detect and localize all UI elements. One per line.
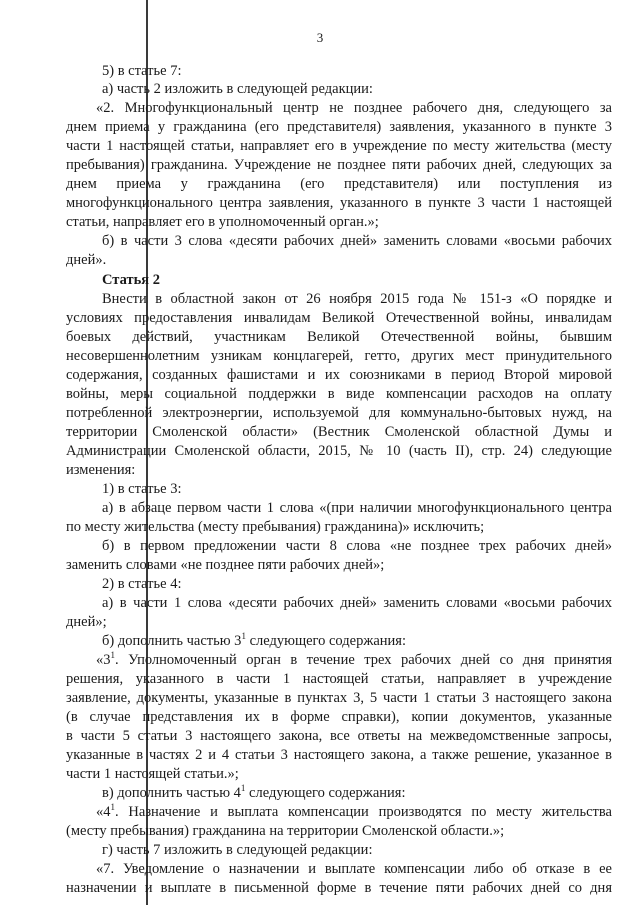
text-line: Внести в областной закон от 26 ноября 2015 года № 151-з «О порядке и (102, 291, 612, 307)
text-line: б) в части 3 слова «десяти рабочих дней» заменить словами «восьми рабочих (102, 233, 612, 249)
text-line: г) часть 7 изложить в следующей редакции: (102, 842, 373, 858)
text-line: назначении и выплате в письменной форме в течение пяти рабочих дней со дня (66, 880, 612, 896)
text-line: 2) в статье 4: (102, 576, 182, 592)
page-number: 3 (316, 30, 324, 45)
text-line: дней». (66, 252, 107, 268)
text-line: в части 5 статьи 3 настоящего закона, все ответы на межведомственные запросы, (66, 728, 612, 744)
text-line: «$4^1$. Назначение и выплата компенсации производятся по месту жительства (96, 802, 612, 820)
text-line: а) в части 1 слова «десяти рабочих дней» заменить словами «восьми рабочих (102, 595, 612, 611)
text-line: по месту жительства (месту пребывания) гражданина)» исключить; (66, 519, 485, 535)
text-line: потребленной электроэнергии, используемой для коммунально-бытовых нужд, на (66, 405, 612, 421)
text-line: пребывания) гражданина. Учреждение не позднее пяти рабочих дней, следующих за (66, 157, 612, 173)
text-line: в) дополнить частью $4^1$ следующего содержания: (102, 783, 406, 801)
text-line: (в случае представления их в форме справки), копии документов, указанные (66, 709, 612, 725)
text-line: изменения: (66, 462, 136, 478)
text-line: части 1 настоящей статьи.»; (66, 766, 239, 782)
text-line: 1) в статье 3: (102, 481, 182, 497)
text-line: статьи, направляет его в уполномоченный орган.»; (66, 214, 379, 230)
text-line: указанные в частях 2 и 4 статьи 3 настоящего закона, а также решение, указанное в (66, 747, 612, 763)
text-line: днем приема у гражданина (его представителя) или поступления из (66, 176, 612, 192)
text-line: «$3^1$. Уполномоченный орган в течение трех рабочих дней со дня принятия (96, 650, 612, 668)
text-line: б) в первом предложении части 8 слова «не позднее трех рабочих дней» (102, 538, 612, 554)
text-line: 5) в статье 7: (102, 63, 182, 79)
text-line: территории Смоленской области» (Вестник Смоленской областной Думы и (66, 424, 612, 440)
text-line: (месту пребывания) гражданина на территории Смоленской области.»; (66, 823, 505, 839)
text-line: войны, меры социальной поддержки в виде компенсации расходов на оплату (66, 386, 612, 402)
article-heading: Статья 2 (102, 272, 160, 288)
text-line: заменить словами «не позднее пяти рабочих дней»; (66, 557, 385, 573)
text-line: несовершеннолетним узникам концлагерей, гетто, других мест принудительного (66, 348, 612, 364)
text-line: заявление, документы, указанные в пунктах 3, 5 части 1 статьи 3 настоящего закона (66, 690, 612, 706)
text-line: условиях предоставления инвалидам Великой Отечественной войны, инвалидам (66, 310, 612, 326)
text-line: «2. Многофункциональный центр не позднее рабочего дня, следующего за (96, 100, 612, 116)
text-line: боевых действий, участникам Великой Отечественной войны, бывшим (66, 329, 612, 345)
text-line: дней»; (66, 614, 107, 630)
text-line: а) часть 2 изложить в следующей редакции: (102, 81, 373, 97)
text-line: части 1 настоящей статьи, направляет его в учреждение по месту жительства (месту (66, 138, 612, 154)
text-line: «7. Уведомление о назначении и выплате компенсации либо об отказе в ее (96, 861, 612, 877)
text-line: содержания, созданных фашистами и их союзниками в период Второй мировой (66, 367, 612, 383)
text-line: днем приема у гражданина (его представителя) заявления, указанного в пункте 3 (66, 119, 612, 135)
text-line: многофункционального центра заявления, указанного в пункте 3 части 1 настоящей (66, 195, 612, 211)
text-line: а) в абзаце первом части 1 слова «(при наличии многофункционального центра (102, 500, 612, 516)
text-line: б) дополнить частью $3^1$ следующего содержания: (102, 631, 407, 649)
text-line: Администрации Смоленской области, 2015, № 10 (часть II), стр. 24) следующие (66, 443, 612, 459)
text-line: решения, указанного в части 1 настоящей статьи, направляет в учреждение (66, 671, 612, 687)
